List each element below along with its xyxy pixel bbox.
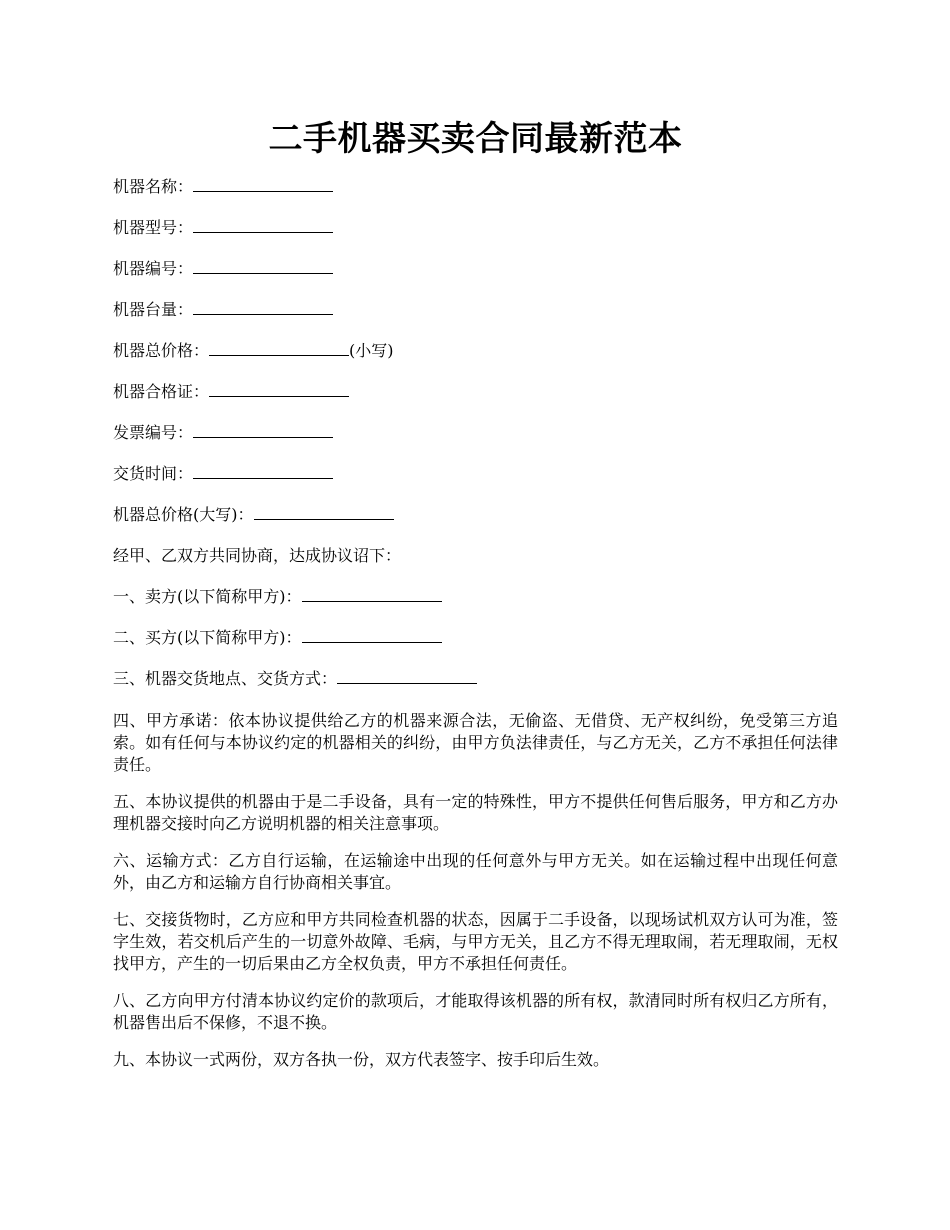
- blank-line: [193, 423, 333, 438]
- clause-6: 六、运输方式：乙方自行运输，在运输途中出现的任何意外与甲方无关。如在运输过程中出现任何意外，由乙方和运输方自行协商相关事宜。: [113, 851, 838, 892]
- clause-8: 八、乙方向甲方付清本协议约定价的款项后，才能取得该机器的所有权，款清同时所有权归乙方所有，机器售出后不保修，不退不换。: [113, 991, 838, 1032]
- document-title: 二手机器买卖合同最新范本: [268, 119, 683, 159]
- blank-line: [337, 669, 477, 684]
- clause-7: 七、交接货物时，乙方应和甲方共同检查机器的状态，因属于二手设备，以现场试机双方认可为准，签字生效，若交机后产生的一切意外故障、毛病，与甲方无关，且乙方不得无理取闹，若无理取闹，无权找甲方，产生的一切后果由乙方全权负责，甲方不承担任何责任。: [113, 910, 838, 973]
- clause-label: 三、机器交货地点、交货方式：: [113, 669, 338, 688]
- blank-line: [209, 382, 349, 397]
- field-machine-number: [113, 259, 838, 279]
- field-label: 机器总价格(大写)：: [113, 505, 254, 524]
- field-total-price-written: [113, 505, 838, 525]
- agreement-intro: 经甲、乙双方共同协商，达成协议诏下：: [113, 546, 402, 565]
- blank-line: [302, 628, 442, 643]
- field-certificate: [113, 382, 838, 402]
- blank-line: [193, 259, 333, 274]
- blank-line: [254, 505, 394, 520]
- clause-5: 五、本协议提供的机器由于是二手设备，具有一定的特殊性，甲方不提供任何售后服务，甲方和乙方办理机器交接时向乙方说明机器的相关注意事项。: [113, 792, 838, 833]
- blank-line: [193, 300, 333, 315]
- field-machine-quantity: [113, 300, 838, 320]
- field-machine-model: [113, 218, 838, 238]
- field-label: 机器总价格：: [113, 341, 210, 360]
- clause-delivery: [113, 669, 838, 689]
- clause-buyer: [113, 628, 838, 648]
- blank-line: [193, 177, 333, 192]
- field-invoice-number: [113, 423, 838, 443]
- field-machine-name: [113, 177, 838, 197]
- clause-9: 九、本协议一式两份，双方各执一份，双方代表签字、按手印后生效。: [113, 1050, 610, 1069]
- field-suffix: (小写): [349, 341, 394, 360]
- blank-line: [209, 341, 349, 356]
- field-delivery-time: [113, 464, 838, 484]
- clause-seller: [113, 587, 838, 607]
- field-label: 交货时间：: [113, 464, 194, 483]
- clause-4: 四、甲方承诺：依本协议提供给乙方的机器来源合法，无偷盗、无借贷、无产权纠纷，免受第三方追索。如有任何与本协议约定的机器相关的纠纷，由甲方负法律责任，与乙方无关，乙方不承担任何法律责任。: [113, 711, 838, 774]
- machine-info-fields: [113, 177, 838, 525]
- clause-label: 二、买方(以下简称甲方)：: [113, 628, 302, 647]
- blank-line: [302, 587, 442, 602]
- field-label: 机器编号：: [113, 259, 194, 278]
- field-label: 发票编号：: [113, 423, 194, 442]
- field-label: 机器合格证：: [113, 382, 210, 401]
- field-label: 机器台量：: [113, 300, 194, 319]
- blank-line: [193, 218, 333, 233]
- blank-line: [193, 464, 333, 479]
- field-label: 机器名称：: [113, 177, 194, 196]
- field-label: 机器型号：: [113, 218, 194, 237]
- field-total-price-numeric: [113, 341, 838, 361]
- clause-label: 一、卖方(以下简称甲方)：: [113, 587, 302, 606]
